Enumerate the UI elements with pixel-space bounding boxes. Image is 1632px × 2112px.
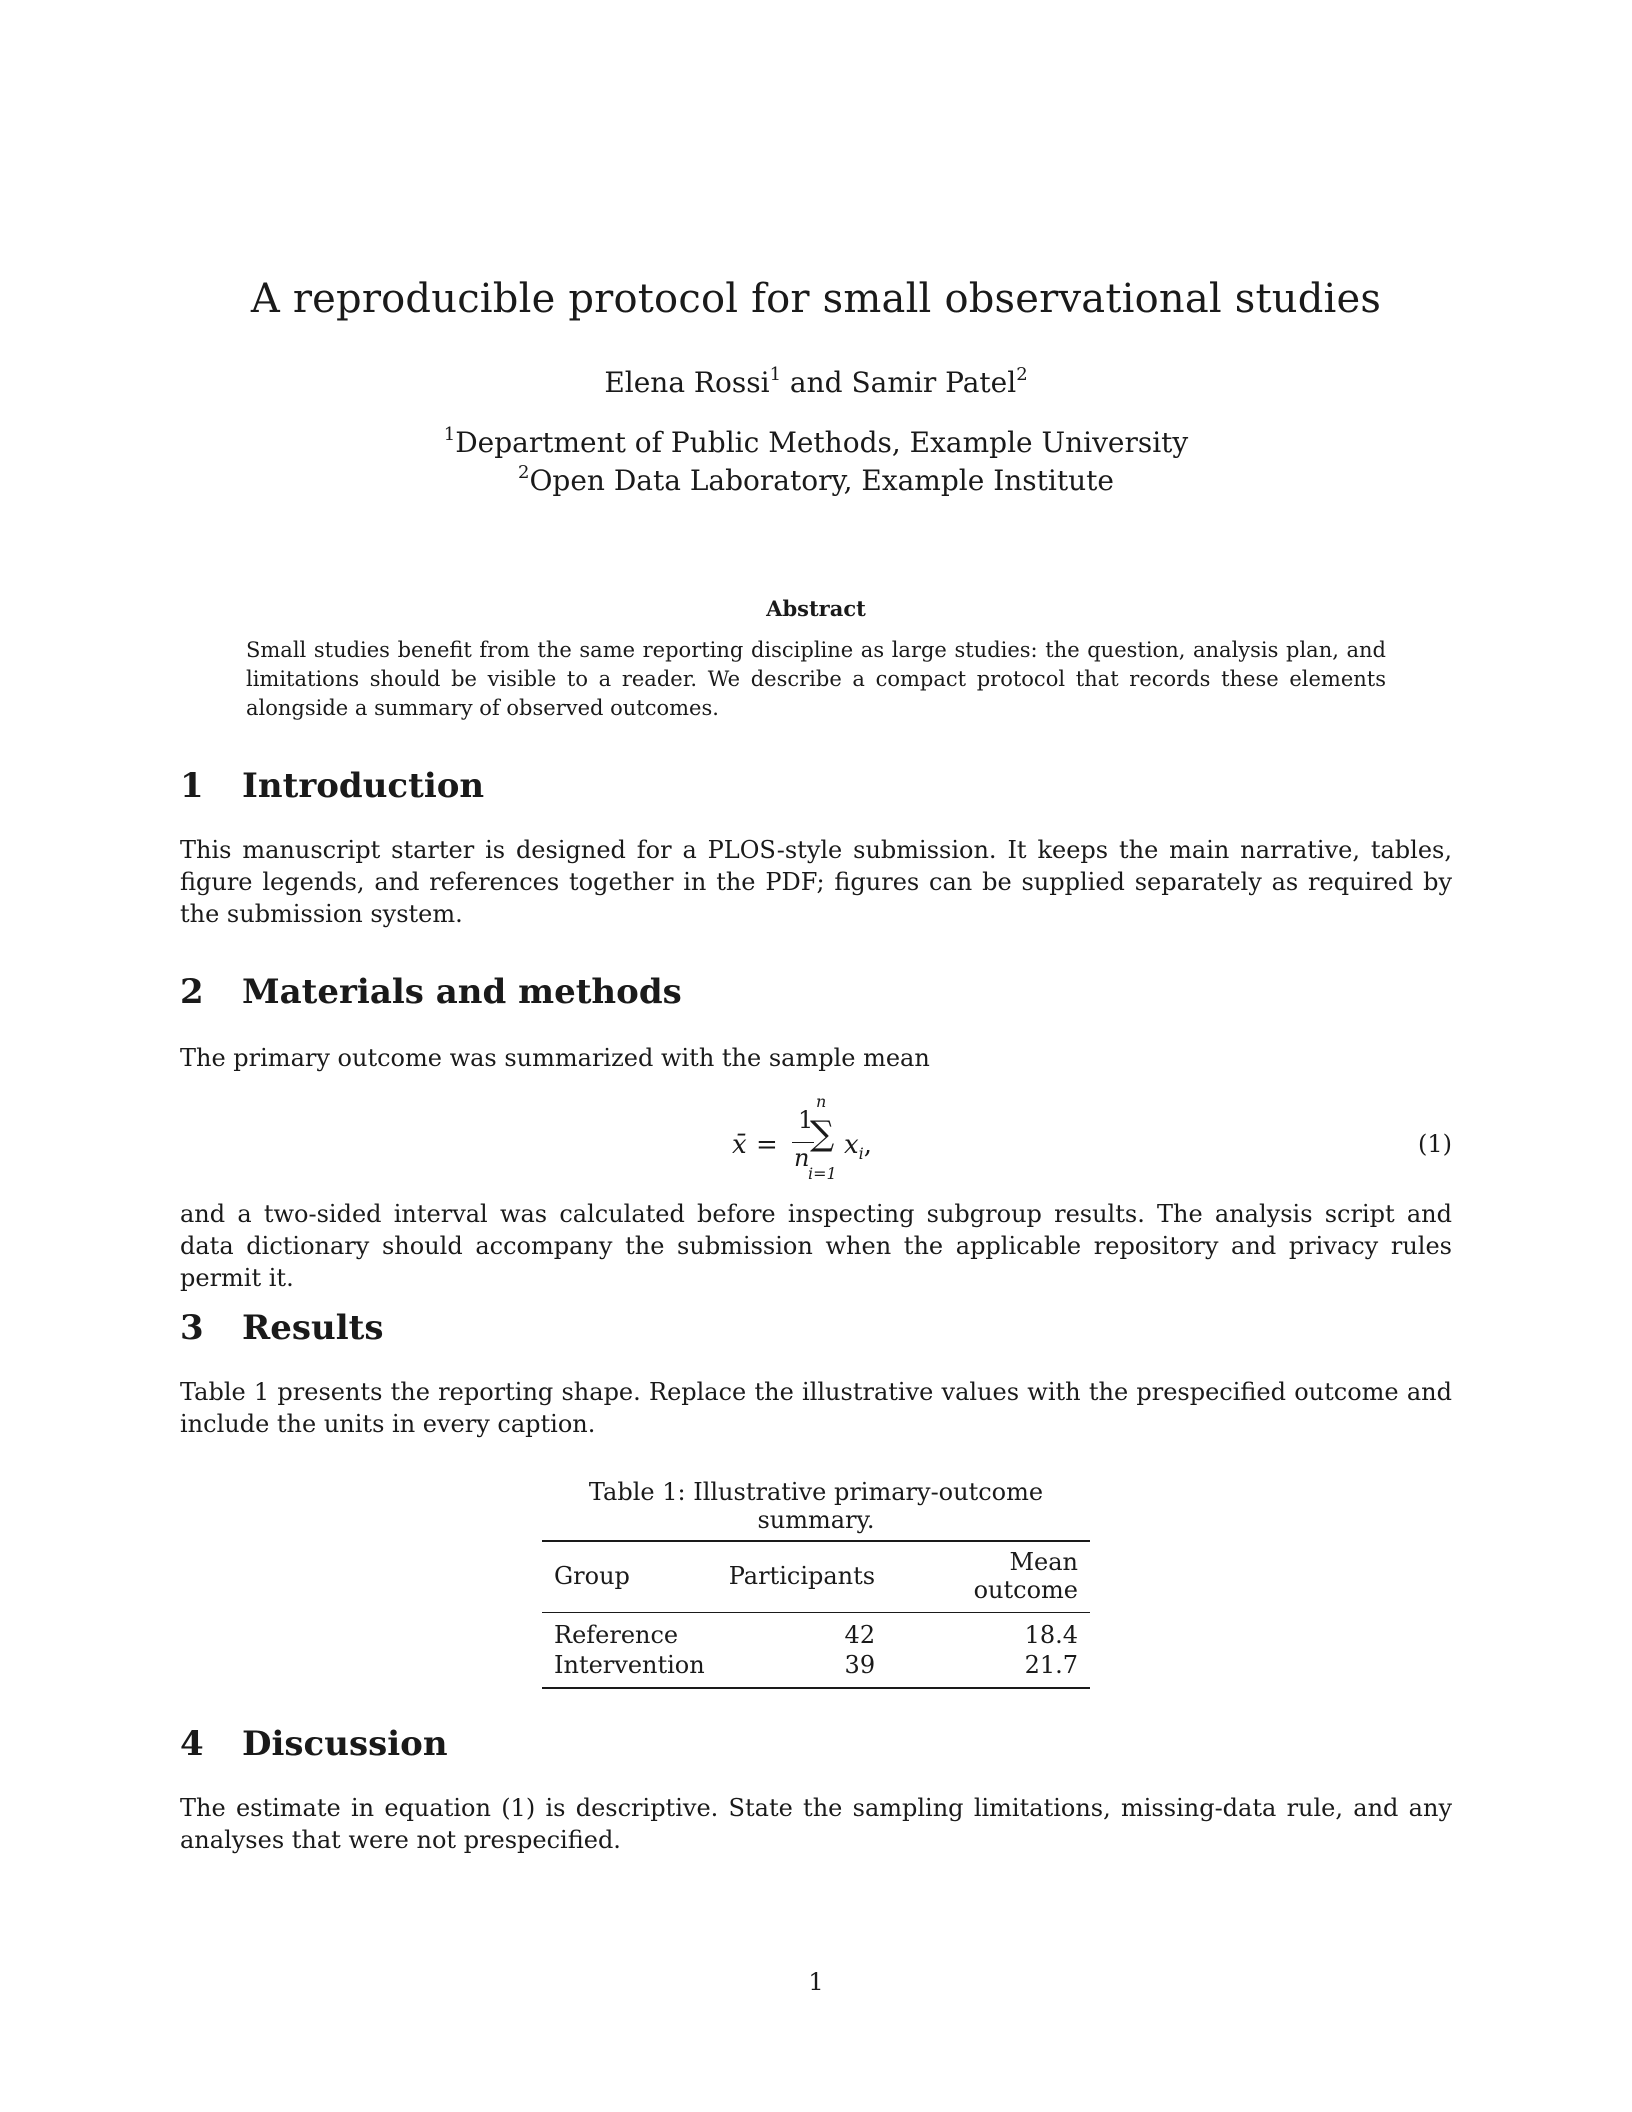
- affiliation-text: Open Data Laboratory, Example Institute: [529, 464, 1114, 497]
- results-paragraph: Table 1 presents the reporting shape. Replace the illustrative values with the prespecified outcome and include the units in every caption.: [180, 1378, 1452, 1438]
- section-number: 1: [180, 766, 204, 806]
- table-row: [542, 1650, 1090, 1688]
- equation-number: (1): [1418, 1130, 1452, 1158]
- methods-paragraph-1: The primary outcome was summarized with the sample mean: [180, 1044, 930, 1072]
- discussion-paragraph: The estimate in equation (1) is descriptive. State the sampling limitations, missing-data rule, and any analyses that were not prespecified.: [180, 1794, 1452, 1854]
- table-1: [538, 1478, 1094, 1689]
- section-title: Introduction: [242, 766, 485, 806]
- affiliation-mark: 1: [443, 424, 456, 445]
- table-cell: Reference: [554, 1621, 679, 1649]
- sum-upper-limit: n: [816, 1092, 827, 1111]
- page-number: 1: [808, 1968, 824, 1996]
- term-subscript: i: [858, 1144, 864, 1164]
- column-header-group: Group: [554, 1562, 630, 1590]
- section-number: 2: [180, 972, 204, 1012]
- author-name: Samir Patel: [851, 366, 1017, 399]
- section-number: 3: [180, 1308, 204, 1348]
- methods-paragraph-2: and a two-sided interval was calculated before inspecting subgroup results. The analysis script and data dictionary should accompany the submission when the applicable repository and privacy rules permit it.: [180, 1200, 1452, 1292]
- table-cell: Intervention: [554, 1651, 705, 1679]
- sum-lower-limit: i=1: [808, 1164, 837, 1183]
- table-cell: 21.7: [1024, 1651, 1078, 1679]
- column-header-participants: Participants: [728, 1562, 876, 1590]
- table-cell: 18.4: [1024, 1621, 1078, 1649]
- affiliation-mark: 2: [1016, 364, 1028, 385]
- abstract-heading: Abstract: [766, 596, 866, 621]
- affiliation-mark: 1: [769, 364, 782, 385]
- affiliation-text: Department of Public Methods, Example University: [455, 426, 1189, 459]
- author-line: [180, 366, 1452, 399]
- equation-sample-mean: [180, 1092, 1452, 1194]
- table-cell: 39: [844, 1651, 876, 1679]
- section-heading-methods: [180, 972, 682, 1012]
- term-symbol: x: [844, 1130, 859, 1160]
- summation-term: [844, 1130, 872, 1163]
- summation-symbol: ∑: [810, 1114, 835, 1154]
- section-heading-discussion: [180, 1724, 448, 1764]
- table-caption: Table 1: Illustrative primary-outcome summary.: [588, 1478, 1044, 1534]
- fraction-numerator: 1: [798, 1106, 814, 1134]
- fraction-denominator: n: [794, 1144, 810, 1172]
- outcome-summary-table: [542, 1540, 1090, 1689]
- section-heading-results: [180, 1308, 384, 1348]
- section-title: Results: [242, 1308, 384, 1348]
- equation-trailing-punctuation: ,: [863, 1130, 873, 1160]
- section-title: Materials and methods: [242, 972, 682, 1012]
- table-row: [542, 1613, 1090, 1651]
- equation-body: [732, 1092, 932, 1194]
- column-header-mean-outcome: Mean outcome: [973, 1548, 1078, 1604]
- abstract-text: Small studies benefit from the same reporting discipline as large studies: the question, analysis plan, and limitations should be visible to a reader. We describe a compact protocol that records these elements alongside a summary of observed outcomes.: [246, 638, 1386, 720]
- affiliation: [180, 464, 1452, 497]
- affiliation-mark: 2: [518, 462, 530, 483]
- author-name: Elena Rossi: [604, 366, 770, 399]
- table-cell: 42: [844, 1621, 876, 1649]
- equation-equals: =: [756, 1130, 778, 1160]
- introduction-paragraph: This manuscript starter is designed for a PLOS-style submission. It keeps the main narrative, tables, figure legends, and references together in the PDF; figures can be supplied separately as required by the submission system.: [180, 836, 1452, 928]
- section-heading-introduction: [180, 766, 484, 806]
- section-title: Discussion: [242, 1724, 448, 1764]
- section-number: 4: [180, 1724, 204, 1764]
- paper-title: A reproducible protocol for small observational studies: [250, 276, 1382, 322]
- author-conjunction: and: [789, 366, 843, 399]
- equation-lhs: x̄: [732, 1130, 747, 1160]
- affiliation: [180, 426, 1452, 459]
- table-header-row: [542, 1541, 1090, 1613]
